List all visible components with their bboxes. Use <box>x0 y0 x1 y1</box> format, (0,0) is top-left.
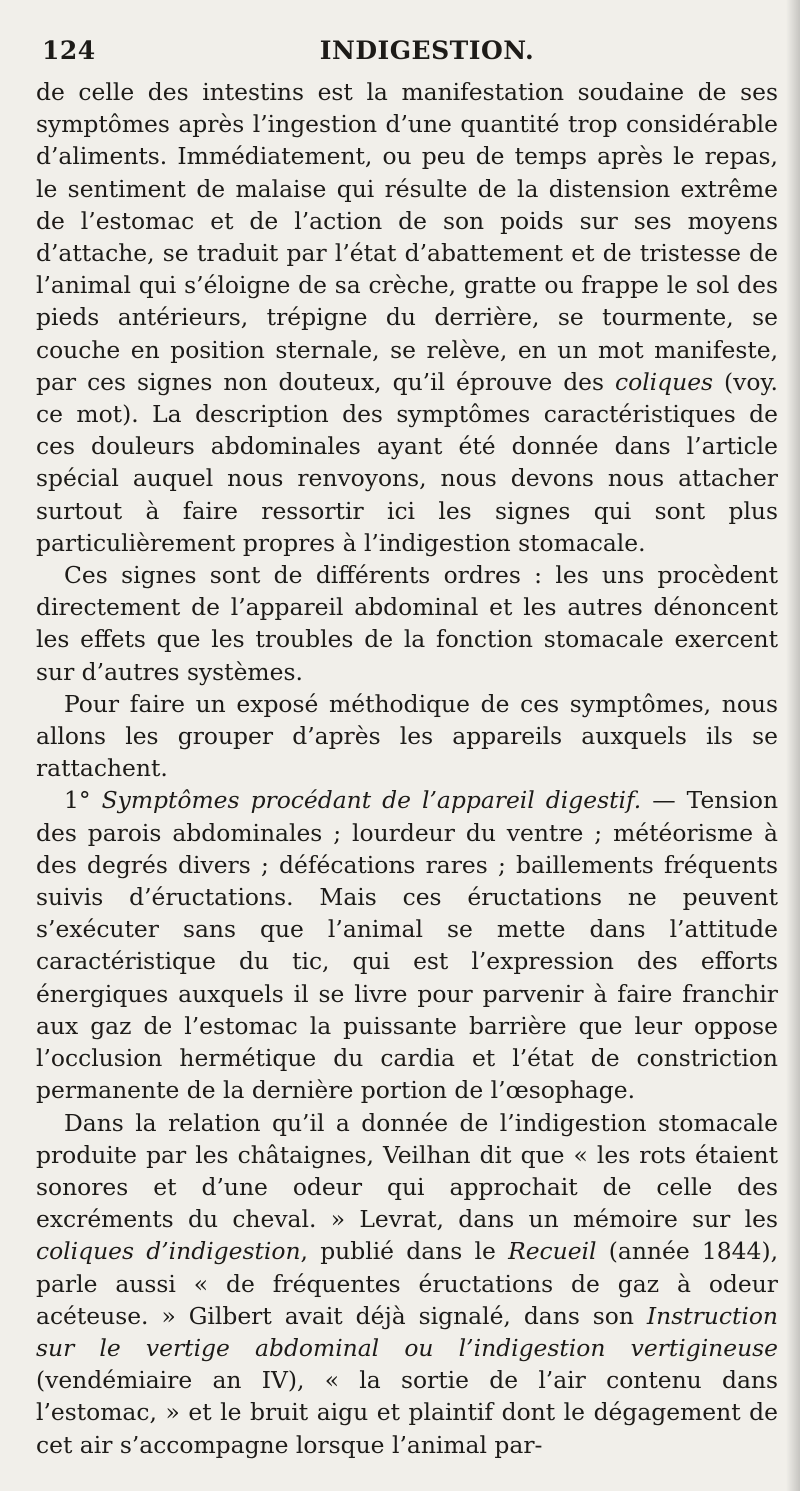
paragraph-2: Ces signes sont de différents ordres : les uns procèdent directement de l’appareil abdominal et les autres dénoncent les effets que les troubles de la fonction stomacale exercent sur d’autres systèmes. <box>36 561 778 686</box>
italic-term: coliques <box>615 367 714 396</box>
text-run: Dans la relation qu’il a donnée de l’indigestion stomacale produite par les châtaignes, Veilhan dit que « les rots étaient sonores et d’une odeur qui approchait de celle des excréments du cheval. » Levrat, dans un mémoire sur les <box>36 1108 778 1234</box>
text-run: , publié dans le <box>300 1237 509 1266</box>
italic-title: Recueil <box>508 1237 597 1266</box>
italic-title: coliques d’indigestion <box>36 1237 301 1266</box>
paragraph-5 <box>36 1107 778 1461</box>
italic-title: Instruction sur le vertige abdominal ou l’indigestion vertigineuse <box>36 1301 778 1362</box>
text-run: (vendémiaire an IV), « la sortie de l’air contenu dans l’estomac, » et le bruit aigu et plaintif dont le dégagement de cet air s’accompagne lorsque l’animal par- <box>36 1366 778 1459</box>
running-title: INDIGESTION. <box>319 36 535 65</box>
running-head <box>36 28 778 76</box>
text-run: de celle des intestins est la manifestation soudaine de ses symptômes après l’ingestion d’une quantité trop considérable d’aliments. Immédiatement, ou peu de temps après le repas, le sentiment de malaise qui résulte de la distension extrême de l’estomac et de l’action de son poids sur ses moyens d’attache, se traduit par l’état d’abattement et de tristesse de l’animal qui s’éloigne de sa crèche, gratte ou frappe le sol des pieds antérieurs, trépigne du derrière, se tourmente, se couche en position sternale, se relève, en un mot manifeste, par ces signes non douteux, qu’il éprouve des <box>36 78 778 396</box>
text-run: (voy. ce mot). La description des symptômes caractéristiques de ces douleurs abdominales ayant été donnée dans l’article spécial auquel nous renvoyons, nous devons nous attacher surtout à faire ressortir ici les signes qui sont plus particulièrement propres à l’indigestion stomacale. <box>36 367 778 557</box>
text-run: (année 1844), parle aussi « de fréquentes éructations de gaz à odeur acéteuse. » Gilbert avait déjà signalé, dans son <box>36 1237 778 1330</box>
page-number: 124 <box>42 36 96 65</box>
paragraph-4 <box>36 784 778 1106</box>
paragraph-1 <box>36 76 778 559</box>
text-run: — Tension des parois abdominales ; lourdeur du ventre ; météorisme à des degrés divers ; défécations rares ; baillements fréquents suivis d’éructations. Mais ces éructations ne peuvent s’exécuter sans que l’animal se mette dans l’attitude caractéristique du tic, qui est l’expression des efforts énergiques auxquels il se livre pour parvenir à faire franchir aux gaz de l’estomac la puissante barrière que leur oppose l’occlusion hermétique du cardia et l’état de constriction permanente de la dernière portion de l’œsophage. <box>36 786 779 1105</box>
section-number: 1° <box>64 786 102 815</box>
body-text <box>36 76 778 1461</box>
paragraph-3: Pour faire un exposé méthodique de ces symptômes, nous allons les grouper d’après les appareils auxquels ils se rattachent. <box>36 689 778 783</box>
section-heading: Symptômes procédant de l’appareil digestif. <box>101 786 642 815</box>
